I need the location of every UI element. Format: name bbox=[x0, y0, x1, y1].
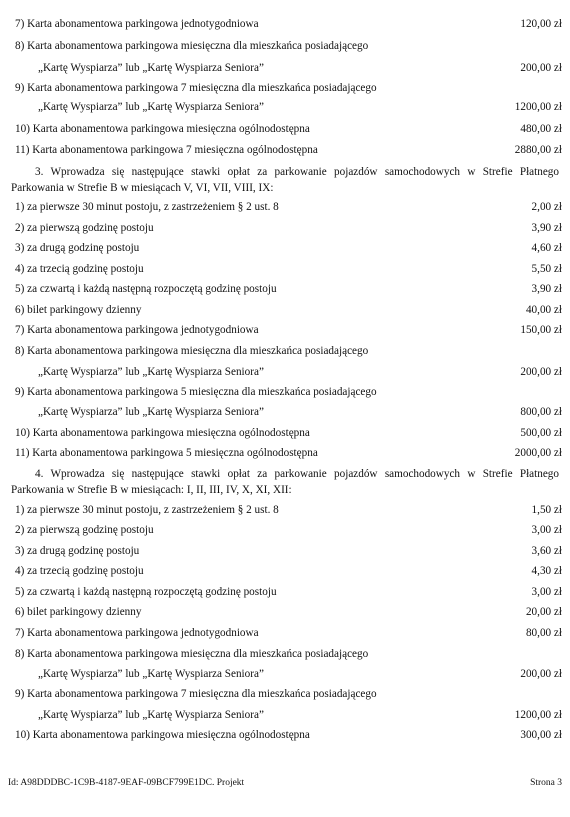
list-item bbox=[0, 543, 570, 559]
item-price: 3,90 zł bbox=[531, 283, 562, 295]
page-number: Strona 3 bbox=[530, 778, 562, 788]
list-item bbox=[0, 686, 570, 702]
list-item bbox=[0, 646, 570, 662]
list-item bbox=[0, 625, 570, 641]
item-label-continued: „Kartę Wyspiarza” lub „Kartę Wyspiarza Seniora” bbox=[38, 668, 264, 680]
item-label-continued: „Kartę Wyspiarza” lub „Kartę Wyspiarza Seniora” bbox=[38, 101, 264, 113]
item-price: 80,00 zł bbox=[525, 627, 562, 639]
list-item bbox=[0, 604, 570, 620]
item-label: 2) za pierwszą godzinę postoju bbox=[15, 222, 154, 234]
list-item bbox=[0, 502, 570, 518]
item-price: 3,90 zł bbox=[531, 222, 562, 234]
item-label: 2) za pierwszą godzinę postoju bbox=[15, 524, 154, 536]
item-label: 11) Karta abonamentowa parkingowa 7 miesięczna ogólnodostępna bbox=[15, 144, 318, 156]
list-item bbox=[0, 707, 570, 723]
item-price: 150,00 zł bbox=[520, 324, 562, 336]
list-item bbox=[0, 261, 570, 277]
item-price: 2000,00 zł bbox=[514, 447, 562, 459]
item-label-continued: „Kartę Wyspiarza” lub „Kartę Wyspiarza Seniora” bbox=[38, 406, 264, 418]
list-item bbox=[0, 425, 570, 441]
list-item bbox=[0, 364, 570, 380]
item-label-continued: „Kartę Wyspiarza” lub „Kartę Wyspiarza Seniora” bbox=[38, 62, 264, 74]
list-item bbox=[0, 60, 570, 76]
item-price: 200,00 zł bbox=[520, 668, 562, 680]
item-label: 9) Karta abonamentowa parkingowa 7 miesięczna dla mieszkańca posiadającego bbox=[15, 82, 377, 94]
item-price: 3,00 zł bbox=[531, 524, 562, 536]
item-label: 10) Karta abonamentowa parkingowa miesięczna ogólnodostępna bbox=[15, 729, 310, 741]
item-label: 10) Karta abonamentowa parkingowa miesięczna ogólnodostępna bbox=[15, 427, 310, 439]
item-label: 7) Karta abonamentowa parkingowa jednotygodniowa bbox=[15, 18, 259, 30]
item-price: 300,00 zł bbox=[520, 729, 562, 741]
list-item bbox=[0, 302, 570, 318]
item-label: 7) Karta abonamentowa parkingowa jednotygodniowa bbox=[15, 627, 259, 639]
list-item bbox=[0, 322, 570, 338]
item-label: 3) za drugą godzinę postoju bbox=[15, 242, 140, 254]
item-label: 6) bilet parkingowy dzienny bbox=[15, 304, 142, 316]
list-item bbox=[0, 404, 570, 420]
item-label: 8) Karta abonamentowa parkingowa miesięczna dla mieszkańca posiadającego bbox=[15, 40, 369, 52]
item-price: 3,60 zł bbox=[531, 545, 562, 557]
item-price: 20,00 zł bbox=[525, 606, 562, 618]
item-label: 7) Karta abonamentowa parkingowa jednotygodniowa bbox=[15, 324, 259, 336]
list-item bbox=[0, 16, 570, 32]
item-label: 6) bilet parkingowy dzienny bbox=[15, 606, 142, 618]
item-price: 4,60 zł bbox=[531, 242, 562, 254]
list-item bbox=[0, 343, 570, 359]
item-label: 4) za trzecią godzinę postoju bbox=[15, 263, 144, 275]
list-item bbox=[0, 142, 570, 158]
item-price: 5,50 zł bbox=[531, 263, 562, 275]
item-price: 2,00 zł bbox=[531, 201, 562, 213]
item-price: 1,50 zł bbox=[531, 504, 562, 516]
list-item bbox=[0, 80, 570, 96]
list-item bbox=[0, 666, 570, 682]
item-label: 1) za pierwsze 30 minut postoju, z zastrzeżeniem § 2 ust. 8 bbox=[15, 201, 279, 213]
item-label: 1) za pierwsze 30 minut postoju, z zastrzeżeniem § 2 ust. 8 bbox=[15, 504, 279, 516]
item-label: 8) Karta abonamentowa parkingowa miesięczna dla mieszkańca posiadającego bbox=[15, 345, 369, 357]
item-label: 5) za czwartą i każdą następną rozpoczętą godzinę postoju bbox=[15, 283, 277, 295]
item-price: 500,00 zł bbox=[520, 427, 562, 439]
list-item bbox=[0, 445, 570, 461]
list-item bbox=[0, 38, 570, 54]
item-price: 200,00 zł bbox=[520, 366, 562, 378]
item-label-continued: „Kartę Wyspiarza” lub „Kartę Wyspiarza Seniora” bbox=[38, 366, 264, 378]
item-label: 3) za drugą godzinę postoju bbox=[15, 545, 140, 557]
item-label: 11) Karta abonamentowa parkingowa 5 miesięczna ogólnodostępna bbox=[15, 447, 318, 459]
list-item bbox=[0, 220, 570, 236]
list-item bbox=[0, 584, 570, 600]
item-label: 8) Karta abonamentowa parkingowa miesięczna dla mieszkańca posiadającego bbox=[15, 648, 369, 660]
item-label-continued: „Kartę Wyspiarza” lub „Kartę Wyspiarza Seniora” bbox=[38, 709, 264, 721]
list-item bbox=[0, 727, 570, 743]
list-item bbox=[0, 563, 570, 579]
item-price: 1200,00 zł bbox=[514, 709, 562, 721]
item-price: 480,00 zł bbox=[520, 123, 562, 135]
list-item bbox=[0, 121, 570, 137]
item-label: 5) za czwartą i każdą następną rozpoczętą godzinę postoju bbox=[15, 586, 277, 598]
document-id: Id: A98DDDBC-1C9B-4187-9EAF-09BCF799E1DC. Projekt bbox=[8, 778, 245, 788]
item-price: 800,00 zł bbox=[520, 406, 562, 418]
item-price: 2880,00 zł bbox=[514, 144, 562, 156]
item-label: 9) Karta abonamentowa parkingowa 5 miesięczna dla mieszkańca posiadającego bbox=[15, 386, 377, 398]
section-3-intro: 3. Wprowadza się następujące stawki opłat za parkowanie pojazdów samochodowych w Strefie Płatnego Parkowania w Strefie B w miesiącach V, VI, VII, VIII, IX: bbox=[11, 166, 559, 194]
section-4-intro: 4. Wprowadza się następujące stawki opłat za parkowanie pojazdów samochodowych w Strefie Płatnego Parkowania w Strefie B w miesiącach: I, II, III, IV, X, XI, XII: bbox=[11, 468, 559, 496]
list-item bbox=[0, 99, 570, 115]
item-price: 120,00 zł bbox=[520, 18, 562, 30]
item-price: 4,30 zł bbox=[531, 565, 562, 577]
list-item bbox=[0, 199, 570, 215]
item-price: 200,00 zł bbox=[520, 62, 562, 74]
item-label: 10) Karta abonamentowa parkingowa miesięczna ogólnodostępna bbox=[15, 123, 310, 135]
item-label: 9) Karta abonamentowa parkingowa 7 miesięczna dla mieszkańca posiadającego bbox=[15, 688, 377, 700]
list-item bbox=[0, 281, 570, 297]
item-price: 40,00 zł bbox=[525, 304, 562, 316]
item-label: 4) za trzecią godzinę postoju bbox=[15, 565, 144, 577]
list-item bbox=[0, 522, 570, 538]
item-price: 3,00 zł bbox=[531, 586, 562, 598]
list-item bbox=[0, 240, 570, 256]
list-item bbox=[0, 384, 570, 400]
item-price: 1200,00 zł bbox=[514, 101, 562, 113]
